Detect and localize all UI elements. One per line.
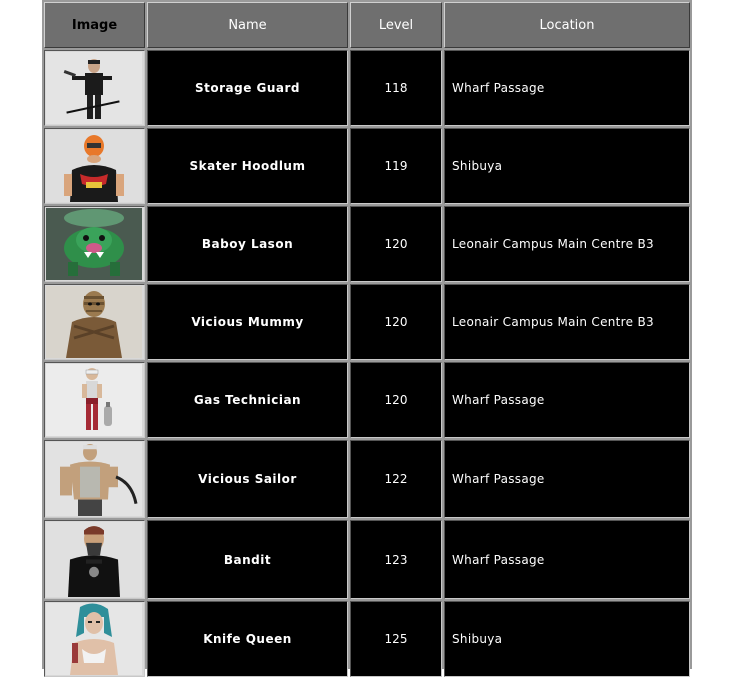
monster-location: Wharf Passage	[444, 362, 690, 438]
header-image: Image	[44, 2, 145, 48]
table-row	[44, 206, 690, 282]
gas-technician-portrait	[46, 364, 142, 436]
monster-level: 123	[350, 520, 442, 599]
image-cell	[44, 440, 145, 518]
monster-level: 118	[350, 50, 442, 126]
knife-queen-portrait	[46, 603, 142, 675]
image-cell	[44, 50, 145, 126]
monster-name: Storage Guard	[147, 50, 348, 126]
table-header-row	[44, 2, 690, 48]
table-row	[44, 601, 690, 677]
table-row	[44, 362, 690, 438]
monster-table-wrapper	[42, 0, 692, 669]
monster-table	[42, 0, 692, 679]
header-location: Location	[444, 2, 690, 48]
image-cell	[44, 128, 145, 204]
monster-name: Gas Technician	[147, 362, 348, 438]
monster-name: Skater Hoodlum	[147, 128, 348, 204]
monster-level: 120	[350, 362, 442, 438]
image-cell	[44, 520, 145, 599]
image-cell	[44, 362, 145, 438]
monster-name: Baboy Lason	[147, 206, 348, 282]
vicious-sailor-portrait	[46, 442, 142, 516]
skater-hoodlum-portrait	[46, 130, 142, 202]
monster-location: Wharf Passage	[444, 50, 690, 126]
table-row	[44, 50, 690, 126]
table-row	[44, 440, 690, 518]
table-row	[44, 128, 690, 204]
baboy-lason-portrait	[46, 208, 142, 280]
monster-name: Vicious Mummy	[147, 284, 348, 360]
vicious-mummy-portrait	[46, 286, 142, 358]
monster-level: 125	[350, 601, 442, 677]
table-row	[44, 520, 690, 599]
monster-location: Shibuya	[444, 128, 690, 204]
monster-level: 120	[350, 206, 442, 282]
monster-location: Leonair Campus Main Centre B3	[444, 206, 690, 282]
monster-level: 120	[350, 284, 442, 360]
monster-location: Leonair Campus Main Centre B3	[444, 284, 690, 360]
image-cell	[44, 206, 145, 282]
image-cell	[44, 284, 145, 360]
table-row	[44, 284, 690, 360]
monster-level: 122	[350, 440, 442, 518]
monster-name: Vicious Sailor	[147, 440, 348, 518]
monster-location: Wharf Passage	[444, 520, 690, 599]
monster-name: Bandit	[147, 520, 348, 599]
header-name: Name	[147, 2, 348, 48]
monster-level: 119	[350, 128, 442, 204]
image-cell	[44, 601, 145, 677]
storage-guard-portrait	[46, 52, 142, 124]
monster-location: Shibuya	[444, 601, 690, 677]
monster-name: Knife Queen	[147, 601, 348, 677]
bandit-portrait	[46, 522, 142, 597]
header-level: Level	[350, 2, 442, 48]
monster-location: Wharf Passage	[444, 440, 690, 518]
